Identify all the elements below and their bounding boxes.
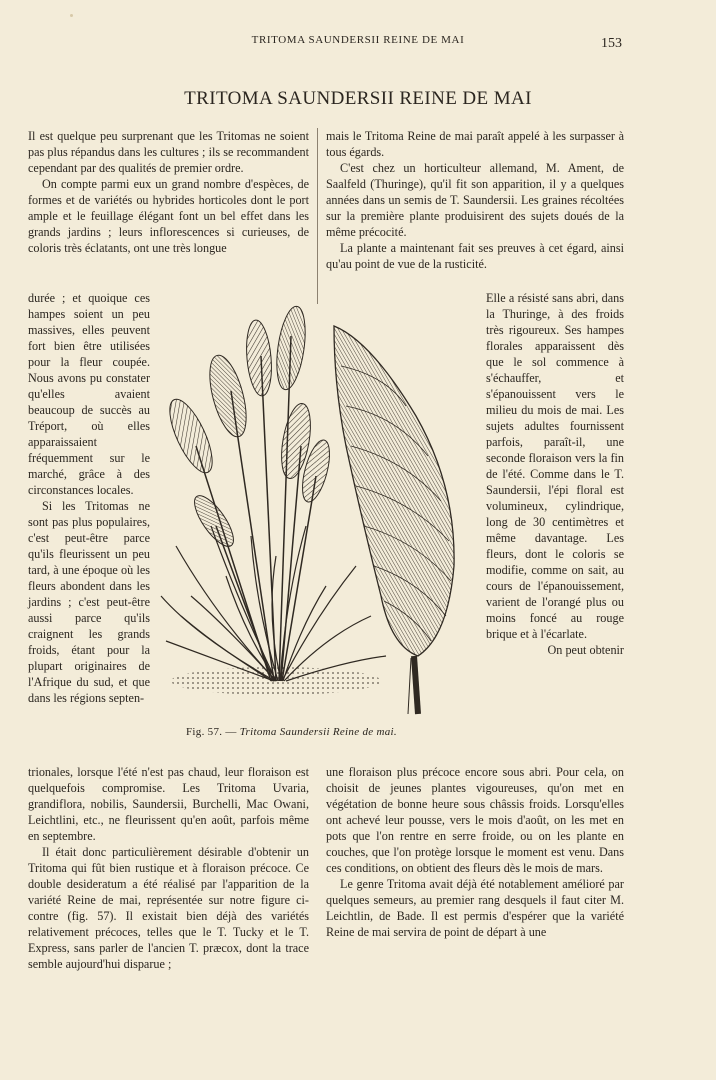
paragraph: Il est quelque peu surprenant que les Tritomas ne soient pas plus répandus dans les cultures ; ils se recommandent cependant par des qualités de premier ordre. <box>28 129 309 175</box>
paragraph: Le genre Tritoma avait déjà été notablement amélioré par quelques semeurs, au premier rang desquels il faut citer M. Leichtlin, de Bade. Il est permis d'espérer que la variété Reine de mai servira de point de départ à une <box>326 877 624 939</box>
article-title: TRITOMA SAUNDERSII REINE DE MAI <box>184 88 532 109</box>
paragraph: Il était donc particulièrement désirable d'obtenir un Tritoma qui fût bien rustique et à floraison précoce. Ce double desideratum a été réalisé par l'apparition de la variété Reine de mai, représentée sur notre figure ci-contre (fig. 57). Il existait bien déjà des variétés relativement précoces, telles que le T. Tucky et le T. Express, sans parler de l'ancien T. præcox, dont la trace semble aujourd'hui disparue ; <box>28 845 309 971</box>
figure-caption <box>186 726 466 738</box>
right-column-bottom <box>326 764 624 940</box>
paragraph: Si les Tritomas ne sont pas plus populaires, c'est peut-être parce qu'ils fleurissent un peu tard, à une époque où les fleurs abondent dans les jardins ; c'est peut-être aussi parce qu'ils craignent les grands froids, étant pour la plupart originaires de l'Afrique du sud, et que dans les régions septen- <box>28 499 150 705</box>
left-column-top <box>28 128 309 256</box>
left-column-narrow <box>28 290 150 706</box>
paragraph: On peut obtenir <box>547 643 624 657</box>
tritoma-engraving-illustration <box>156 296 476 716</box>
page-number: 153 <box>601 36 622 51</box>
paragraph: C'est chez un horticulteur allemand, M. Ament, de Saalfeld (Thuringe), qu'il fit son apparition, il y a quelques années dans un semis de T. Saundersii. Les graines récoltées sur la première plante produisirent des sujets doués de la même précocité. <box>326 161 624 239</box>
left-column-bottom <box>28 764 309 972</box>
right-column-narrow <box>486 290 624 658</box>
paragraph: On compte parmi eux un grand nombre d'espèces, de formes et de variétés ou hybrides horticoles dont le port ample et le feuillage élégant font un bel effet dans les grands jardins ; leurs inflorescences si curieuses, de coloris très éclatants, ont une très longue <box>28 177 309 255</box>
caption-text: Tritoma Saundersii Reine de mai. <box>239 726 397 738</box>
right-column-top <box>326 128 624 272</box>
paragraph: La plante a maintenant fait ses preuves à cet égard, ainsi qu'au point de vue de la rusticité. <box>326 241 624 271</box>
column-rule <box>317 128 318 304</box>
paper-speck <box>70 14 73 17</box>
running-head: TRITOMA SAUNDERSII REINE DE MAI <box>251 34 465 46</box>
caption-label: Fig. 57. — <box>186 726 237 738</box>
paragraph: durée ; et quoique ces hampes soient un peu massives, elles peuvent fort bien être utilisées pour la fleur coupée. Nous avons pu constater qu'elles avaient beaucoup de succès au Tréport, où elles apparaissaient fréquemment sur le marché, grâce à des circonstances locales. <box>28 291 150 497</box>
paragraph: mais le Tritoma Reine de mai paraît appelé à les surpasser à tous égards. <box>326 129 624 159</box>
paragraph: une floraison plus précoce encore sous abri. Pour cela, on choisit de jeunes plantes vigoureuses, qu'on met en végétation de bonne heure sous châssis froids. Lorsqu'elles ont achevé leur pousse, vers le mois d'août, on les met en pots que l'on rentre en serre froide, ou on les plante en couches, que l'on protège lorsque le moment est venu. Dans ces conditions, on obtient des fleurs dès le mois de mars. <box>326 765 624 875</box>
paragraph: Elle a résisté sans abri, dans la Thuringe, à des froids très rigoureux. Ses hampes florales apparaissent dès que le sol commence à s'échauffer, et s'épanouissent vers le milieu du mois de mai. Les sujets adultes fournissent parfois, paraît-il, une seconde floraison vers la fin de l'été. Comme dans le T. Saundersii, l'épi floral est volumineux, cylindrique, long de 30 centimètres et même davantage. Les fleurs, dont le coloris se modifie, comme on sait, au cours de l'épanouissement, varient de l'orangé plus ou moins foncé au rouge brique et à l'écarlate. <box>486 291 624 641</box>
paragraph: trionales, lorsque l'été n'est pas chaud, leur floraison est quelquefois compromise. Les Tritoma Uvaria, grandiflora, nobilis, Saundersii, Burchelli, Mac Owani, Leichtlini, etc., ne fleurissent qu'en août, parfois même en septembre. <box>28 765 309 843</box>
